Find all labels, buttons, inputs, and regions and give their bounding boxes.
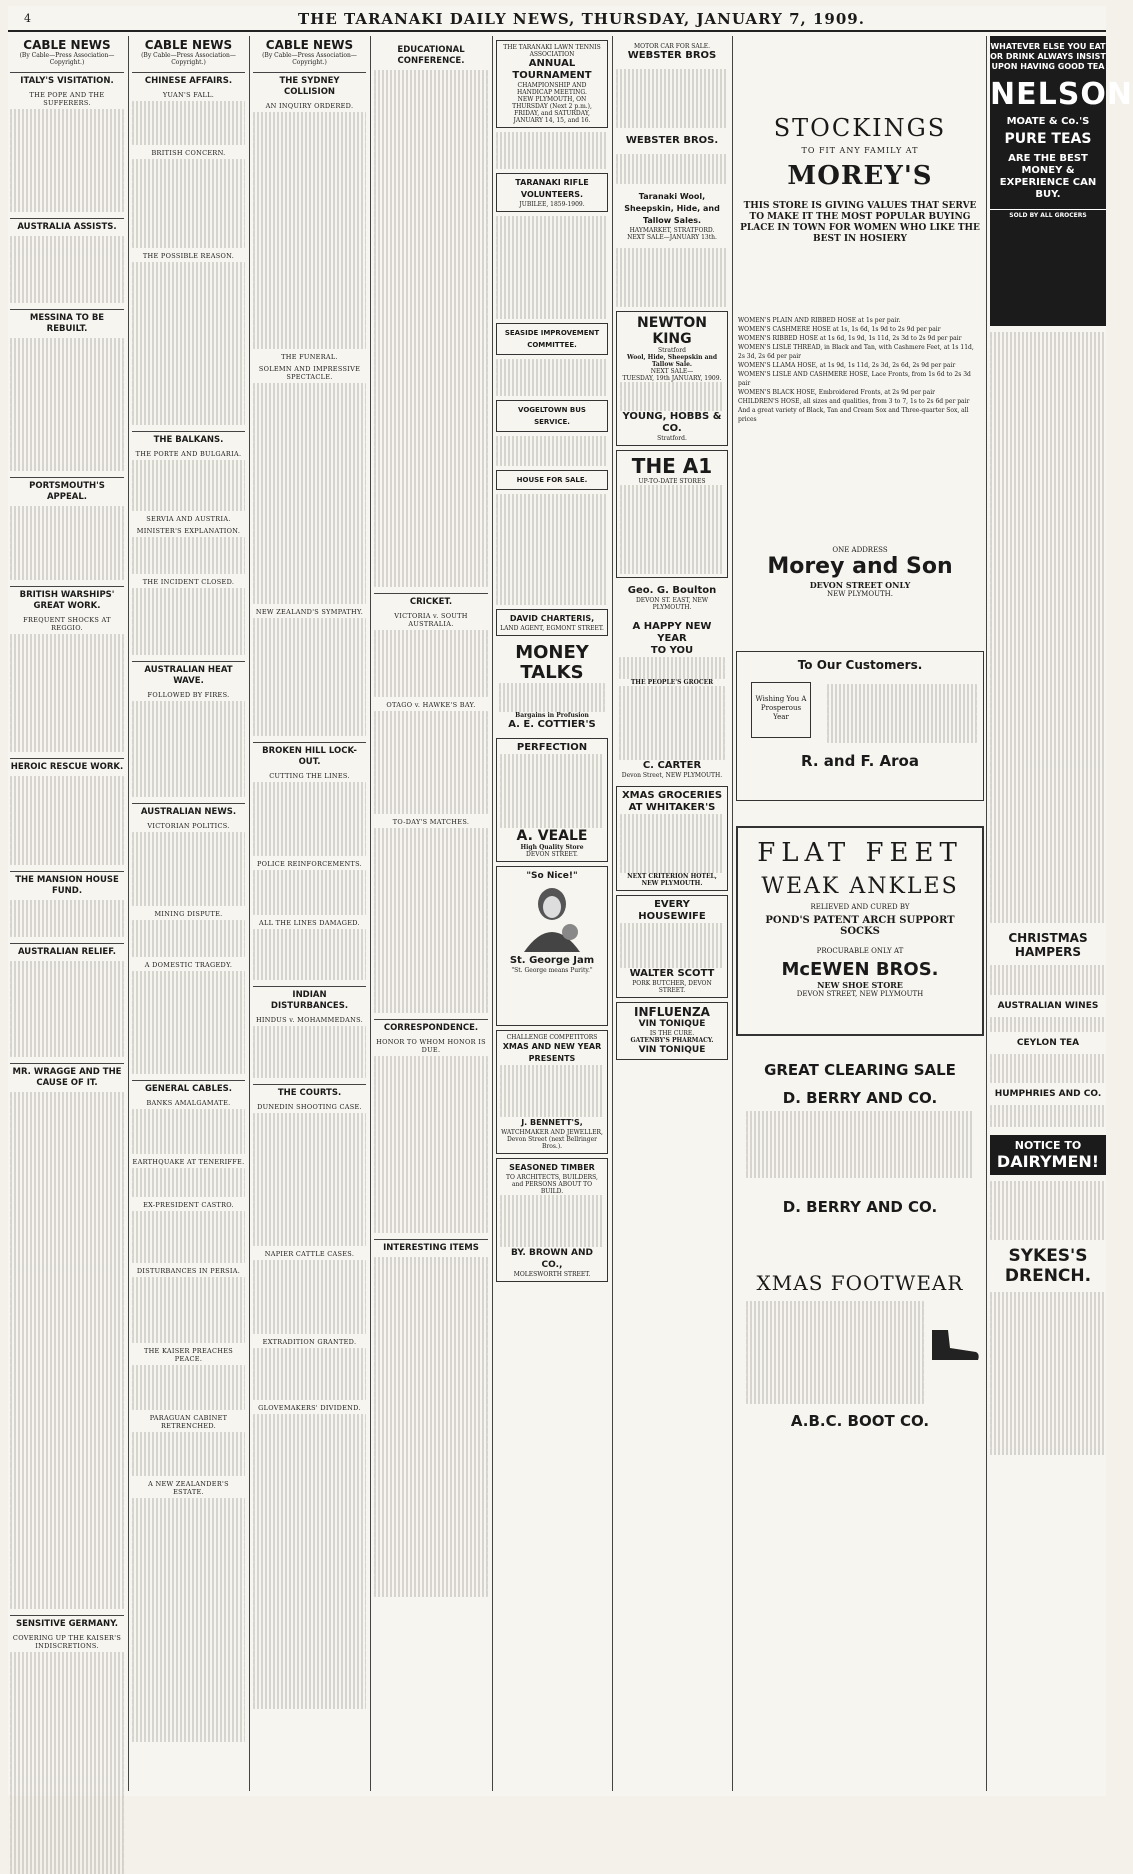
dairymen-notice bbox=[990, 1135, 1106, 1175]
article-subheading: SERVIA AND AUSTRIA. bbox=[146, 515, 231, 524]
article-subheading: EX-PRESIDENT CASTRO. bbox=[143, 1201, 234, 1210]
advertisement: CHALLENGE COMPETITORS XMAS AND NEW YEAR PRESENTS J. BENNETT'S, WATCHMAKER AND JEWELLER, Devon Street (next Bellringer Bros.). bbox=[496, 1030, 608, 1154]
advertisement: THE A1 UP-TO-DATE STORES bbox=[616, 450, 728, 578]
customers-advert bbox=[736, 651, 984, 801]
article-subheading: A DOMESTIC TRAGEDY. bbox=[144, 960, 233, 969]
column-credit: (By Cable—Press Association—Copyright.) bbox=[141, 52, 236, 66]
article-subheading: THE KAISER PREACHES PEACE. bbox=[143, 1347, 234, 1364]
brand-name: NELSON bbox=[990, 77, 1133, 112]
flat-feet-advert bbox=[736, 826, 984, 1036]
article-subheading: THE PORTE AND BULGARIA. bbox=[135, 449, 242, 458]
article-subheading: THE FUNERAL. bbox=[281, 352, 338, 361]
page-number: 4 bbox=[24, 12, 31, 25]
notice-title: NOTICE TO bbox=[1014, 1139, 1082, 1153]
advertisement: HOUSE FOR SALE. bbox=[496, 470, 608, 490]
list-item: WOMEN'S LLAMA HOSE, at 1s 9d, 1s 11d, 2s 3d, 2s 6d, 2s 9d per pair bbox=[738, 362, 956, 369]
advertisement: SEASIDE IMPROVEMENT COMMITTEE. bbox=[496, 323, 608, 355]
article-subheading: MINING DISPUTE. bbox=[154, 909, 223, 918]
article-heading: GENERAL CABLES. bbox=[132, 1080, 245, 1095]
advertisement: DAVID CHARTERIS, LAND AGENT, EGMONT STREET. bbox=[496, 609, 608, 636]
newspaper-page bbox=[8, 6, 1133, 1796]
article-subheading: GLOVEMAKERS' DIVIDEND. bbox=[258, 1403, 361, 1412]
advert-text: SOLD BY ALL GROCERS bbox=[990, 209, 1106, 219]
article-subheading: THE POPE AND THE SUFFERERS. bbox=[29, 91, 105, 107]
article-subheading: MINISTER'S EXPLANATION. bbox=[136, 527, 241, 536]
article-heading: EDUCATIONAL CONFERENCE. bbox=[397, 45, 465, 66]
list-item: WOMEN'S RIBBED HOSE at 1s 6d, 1s 9d, 1s 11d, 2s 3d to 2s 9d per pair bbox=[738, 335, 962, 342]
boot-icon bbox=[928, 1326, 982, 1364]
masthead-title: THE TARANAKI DAILY NEWS, THURSDAY, JANUARY 7, 1909. bbox=[298, 10, 865, 28]
article-subheading: VICTORIAN POLITICS. bbox=[147, 821, 230, 830]
column-credit: (By Cable—Press Association—Copyright.) bbox=[262, 52, 357, 66]
advertisement: NEWTON KING Stratford Wool, Hide, Sheepskin and Tallow Sale. NEXT SALE— TUESDAY, 19th JANUARY, 1909. YOUNG, HOBBS & CO. Stratford. bbox=[616, 311, 728, 447]
advertisement: Taranaki Wool, Sheepskin, Hide, and Tallow Sales. HAYMARKET, STRATFORD. NEXT SALE—JANUARY 13th. bbox=[624, 191, 720, 241]
sale-title: GREAT CLEARING SALE bbox=[764, 1061, 956, 1079]
article-subheading: SOLEMN AND IMPRESSIVE SPECTACLE. bbox=[258, 364, 361, 381]
article-heading: AUSTRALIA ASSISTS. bbox=[10, 218, 124, 233]
advert-text: RELIEVED AND CURED BY bbox=[810, 903, 910, 911]
list-item: WOMEN'S PLAIN AND RIBBED HOSE at 1s per pair. bbox=[738, 317, 901, 324]
article-subheading: HINDUS v. MOHAMMEDANS. bbox=[255, 1016, 364, 1025]
notice-subtitle: DAIRYMEN! bbox=[996, 1152, 1100, 1172]
article-subheading: AN INQUIRY ORDERED. bbox=[265, 102, 354, 110]
advertisement: THE TARANAKI LAWN TENNIS ASSOCIATION ANNUAL TOURNAMENT CHAMPIONSHIP AND HANDICAP MEETING. NEW PLYMOUTH, ON THURSDAY (Next 2 p.m.), FRIDAY, and SATURDAY, JANUARY 14, 15, and 16. bbox=[496, 40, 608, 128]
article-subheading: THE INCIDENT CLOSED. bbox=[142, 578, 235, 587]
store-name: D. BERRY AND CO. bbox=[782, 1089, 938, 1107]
stockings-blurb: THIS STORE IS GIVING VALUES THAT SERVE TO MAKE IT THE MOST POPULAR BUYING PLACE IN TOWN FOR WOMEN WHO LIKE THE BEST IN HOSIERY bbox=[740, 201, 980, 244]
list-item: And a great variety of Black, Tan and Cream Sox and Three-quarter Sox, all prices bbox=[738, 407, 969, 423]
hosiery-price-list bbox=[738, 316, 982, 424]
stockings-advert bbox=[736, 86, 984, 245]
article-subheading: TO-DAY'S MATCHES. bbox=[392, 818, 470, 827]
advertisement: WEBSTER BROS. bbox=[625, 135, 719, 147]
store-name: A.B.C. BOOT CO. bbox=[790, 1412, 930, 1431]
clearing-sale-advert bbox=[736, 1061, 984, 1216]
article-subheading: DUNEDIN SHOOTING CASE. bbox=[257, 1103, 362, 1112]
article-heading: BROKEN HILL LOCK-OUT. bbox=[253, 742, 366, 768]
list-item: CHILDREN'S HOSE, all sizes and qualities, from 3 to 7, 1s to 2s 6d per pair bbox=[738, 398, 970, 405]
article-heading: BRITISH WARSHIPS' GREAT WORK. bbox=[10, 586, 124, 612]
list-item: WOMEN'S LISLE AND CASHMERE HOSE, Lace Fronts, from 1s 6d to 2s 3d pair bbox=[738, 371, 971, 387]
article-subheading: CUTTING THE LINES. bbox=[269, 772, 350, 781]
article-subheading: VICTORIA v. SOUTH AUSTRALIA. bbox=[394, 612, 468, 629]
advertisement: A HAPPY NEW YEAR TO YOU THE PEOPLE'S GROCER C. CARTER Devon Street, NEW PLYMOUTH. bbox=[616, 618, 728, 782]
article-subheading: NAPIER CATTLE CASES. bbox=[264, 1250, 355, 1259]
wines-heading: AUSTRALIAN WINES bbox=[997, 1000, 1099, 1011]
right-column bbox=[990, 36, 1133, 1455]
article-heading: ITALY'S VISITATION. bbox=[10, 72, 124, 87]
article-heading: THE BALKANS. bbox=[132, 431, 245, 446]
column-credit: (By Cable—Press Association—Copyright.) bbox=[19, 52, 115, 66]
article-heading: HEROIC RESCUE WORK. bbox=[10, 758, 124, 773]
store-town: NEW PLYMOUTH. bbox=[827, 590, 893, 598]
store-name: McEWEN BROS. bbox=[781, 959, 939, 980]
advert-text: PROCURABLE ONLY AT bbox=[816, 947, 904, 955]
footwear-title: XMAS FOOTWEAR bbox=[756, 1271, 964, 1295]
article-heading: AUSTRALIAN HEAT WAVE. bbox=[132, 661, 245, 687]
flat-feet-title: FLAT FEET bbox=[757, 838, 963, 868]
article-subheading: A NEW ZEALANDER'S ESTATE. bbox=[148, 1480, 229, 1497]
customers-heading: To Our Customers. bbox=[797, 658, 923, 672]
list-item: WOMEN'S BLACK HOSE, Embroidered Fronts, at 2s 9d per pair bbox=[738, 389, 936, 396]
column-heading: CABLE NEWS bbox=[23, 38, 111, 52]
article-subheading: FOLLOWED BY FIRES. bbox=[147, 690, 230, 699]
masthead bbox=[8, 6, 1106, 32]
brand-maker: MOATE & Co.'S bbox=[1006, 116, 1090, 127]
advertisement: XMAS GROCERIES AT WHITAKER'S NEXT CRITERION HOTEL, NEW PLYMOUTH. bbox=[616, 786, 728, 891]
advertisement: MONEY TALKS Bargains in Profusion A. E. COTTIER'S bbox=[496, 640, 608, 735]
store-name: HUMPHRIES AND CO. bbox=[994, 1089, 1102, 1100]
store-address: DEVON STREET ONLY bbox=[809, 580, 911, 590]
article-heading: INTERESTING ITEMS bbox=[374, 1239, 488, 1254]
article-heading: CORRESPONDENCE. bbox=[374, 1019, 488, 1034]
column-5-ads bbox=[496, 36, 608, 1791]
hampers-heading: CHRISTMAS HAMPERS bbox=[1008, 931, 1088, 960]
column-3 bbox=[253, 36, 366, 1791]
article-heading: THE COURTS. bbox=[253, 1084, 366, 1099]
article-subheading: COVERING UP THE KAISER'S INDISCRETIONS. bbox=[12, 1634, 122, 1651]
advertisement: EVERY HOUSEWIFE WALTER SCOTT PORK BUTCHER, DEVON STREET. bbox=[616, 895, 728, 997]
advert-text: DEVON STREET, NEW PLYMOUTH bbox=[796, 990, 924, 998]
weak-ankles-title: WEAK ANKLES bbox=[761, 874, 959, 899]
advertisement: INFLUENZA VIN TONIQUE IS THE CURE. GATENBY'S PHARMACY. VIN TONIQUE bbox=[616, 1002, 728, 1060]
list-item: WOMEN'S LISLE THREAD, in Black and Tan, with Cashmere Feet, at 1s 11d, 2s 3d, 2s 6d per pair bbox=[738, 344, 974, 360]
one-address: ONE ADDRESS bbox=[832, 546, 888, 554]
morey-son-advert bbox=[736, 546, 984, 598]
article-subheading: FREQUENT SHOCKS AT REGGIO. bbox=[23, 615, 111, 632]
article-subheading: NEW ZEALAND'S SYMPATHY. bbox=[255, 608, 364, 617]
column-heading: CABLE NEWS bbox=[144, 38, 233, 52]
tea-heading: CEYLON TEA bbox=[1016, 1037, 1080, 1048]
article-subheading: DISTURBANCES IN PERSIA. bbox=[136, 1266, 241, 1275]
advertisement: VOGELTOWN BUS SERVICE. bbox=[496, 400, 608, 432]
article-subheading: BRITISH CONCERN. bbox=[151, 149, 226, 158]
article-heading: CHINESE AFFAIRS. bbox=[132, 72, 245, 87]
stockings-subtitle: TO FIT ANY FAMILY AT bbox=[801, 146, 919, 155]
product-name: PURE TEAS bbox=[1004, 131, 1092, 147]
advert-text: WHATEVER ELSE YOU EAT OR DRINK ALWAYS INSIST UPON HAVING GOOD TEA bbox=[990, 42, 1106, 71]
article-subheading: POLICE REINFORCEMENTS. bbox=[256, 860, 363, 869]
article-heading: AUSTRALIAN RELIEF. bbox=[10, 943, 124, 958]
article-subheading: BANKS AMALGAMATE. bbox=[146, 1099, 231, 1108]
store-name: R. and F. Aroa bbox=[801, 752, 919, 770]
store-name: MOREY'S bbox=[787, 161, 933, 191]
article-heading: MESSINA TO BE REBUILT. bbox=[10, 309, 124, 335]
article-heading: MR. WRAGGE AND THE CAUSE OF IT. bbox=[10, 1063, 124, 1089]
article-heading: INDIAN DISTURBANCES. bbox=[253, 986, 366, 1012]
column-1 bbox=[10, 36, 124, 1791]
advert-text: NEW SHOE STORE bbox=[817, 980, 903, 990]
article-heading: CRICKET. bbox=[374, 593, 488, 608]
advertisement: PERFECTION A. VEALE High Quality Store DEVON STREET. bbox=[496, 738, 608, 862]
article-subheading: OTAGO v. HAWKE'S BAY. bbox=[386, 700, 476, 709]
advertisement: MOTOR CAR FOR SALE. WEBSTER BROS bbox=[627, 43, 717, 61]
nelson-tea-advert bbox=[990, 36, 1133, 326]
article-heading: THE MANSION HOUSE FUND. bbox=[10, 871, 124, 897]
article-subheading: ALL THE LINES DAMAGED. bbox=[259, 918, 360, 927]
advert-text: ARE THE BEST MONEY & EXPERIENCE CAN BUY. bbox=[999, 153, 1097, 200]
advertisement: SEASONED TIMBER TO ARCHITECTS, BUILDERS, and PERSONS ABOUT TO BUILD. BY. BROWN AND CO., MOLESWORTH STREET. bbox=[496, 1158, 608, 1282]
advertisement: "So Nice!" St. George Jam "St. George means Purity." bbox=[496, 866, 608, 1026]
greeting-box: Wishing You A Prosperous Year bbox=[751, 682, 811, 738]
stockings-title: STOCKINGS bbox=[773, 114, 947, 142]
column-6-ads bbox=[616, 36, 728, 1791]
advertisement: Geo. G. Boulton DEVON ST. EAST, NEW PLYMOUTH. bbox=[627, 585, 717, 612]
article-heading: AUSTRALIAN NEWS. bbox=[132, 803, 245, 818]
woman-illustration-icon bbox=[512, 882, 592, 952]
article-subheading: THE POSSIBLE REASON. bbox=[142, 252, 235, 261]
article-subheading: YUAN'S FALL. bbox=[162, 91, 215, 99]
article-subheading: EARTHQUAKE AT TENERIFFE. bbox=[132, 1157, 245, 1166]
advertisement: TARANAKI RIFLE VOLUNTEERS. JUBILEE, 1859-1909. bbox=[496, 173, 608, 212]
product-name: SYKES'S DRENCH. bbox=[1004, 1246, 1092, 1287]
list-item: WOMEN'S CASHMERE HOSE at 1s, 1s 6d, 1s 9d to 2s 9d per pair bbox=[738, 326, 941, 333]
product-name: POND'S PATENT ARCH SUPPORT SOCKS bbox=[765, 915, 955, 937]
article-subheading: HONOR TO WHOM HONOR IS DUE. bbox=[376, 1038, 486, 1055]
article-heading: THE SYDNEY COLLISION bbox=[253, 72, 366, 98]
column-heading: CABLE NEWS bbox=[265, 38, 354, 52]
article-subheading: EXTRADITION GRANTED. bbox=[262, 1338, 357, 1347]
store-name: D. BERRY AND CO. bbox=[782, 1197, 938, 1216]
column-4 bbox=[374, 36, 488, 1791]
column-2 bbox=[132, 36, 245, 1791]
article-heading: PORTSMOUTH'S APPEAL. bbox=[10, 477, 124, 503]
article-subheading: PARAGUAN CABINET RETRENCHED. bbox=[149, 1413, 228, 1430]
store-name: Morey and Son bbox=[767, 554, 953, 579]
article-heading: SENSITIVE GERMANY. bbox=[10, 1615, 124, 1630]
